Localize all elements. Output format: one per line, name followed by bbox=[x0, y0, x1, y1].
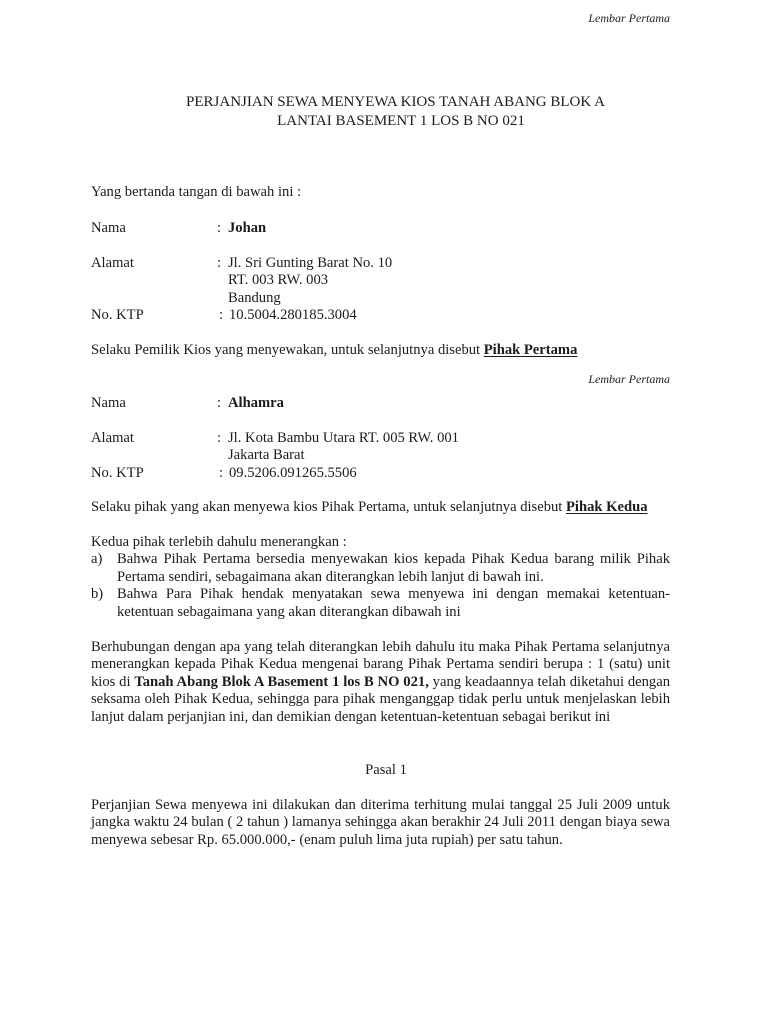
field-separator: : bbox=[217, 394, 222, 411]
party-second-designation-term: Pihak Kedua bbox=[566, 498, 648, 515]
party-first-address-row bbox=[91, 255, 670, 273]
party-second-id-label: No. KTP bbox=[91, 464, 144, 481]
party-first-designation-term: Pihak Pertama bbox=[483, 341, 578, 358]
party-first-address-line-3: Bandung bbox=[228, 289, 281, 306]
party-first-designation-text: Selaku Pemilik Kios yang menyewakan, untuk selanjutnya disebut bbox=[91, 341, 484, 358]
party-first-address-line-2: RT. 003 RW. 003 bbox=[228, 272, 329, 288]
title-line-1: PERJANJIAN SEWA MENYEWA KIOS TANAH ABANG BLOK A bbox=[186, 94, 605, 110]
party-second-address-row-2 bbox=[91, 447, 670, 465]
party-second-designation-text: Selaku pihak yang akan menyewa kios Pihak Pertama, untuk selanjutnya disebut bbox=[91, 498, 567, 515]
party-second-address-row bbox=[91, 430, 670, 448]
party-second-address-line-2: Jakarta Barat bbox=[228, 447, 305, 463]
statement-line-2: menerangkan kepada Pihak Kedua mengenai barang Pihak Pertama sendiri berupa : 1 (satu) unit bbox=[91, 656, 670, 672]
party-first-id-number: 10.5004.280185.3004 bbox=[229, 307, 357, 323]
sheet-label-top: Lembar Pertama bbox=[588, 11, 670, 25]
party-second-id-number: 09.5206.091265.5506 bbox=[229, 464, 357, 481]
party-first-id-label: No. KTP bbox=[91, 307, 144, 323]
recital-a-line-1: Bahwa Pihak Pertama bersedia menyewakan kios kepada Pihak Kedua barang milik Pihak bbox=[117, 551, 670, 567]
statement-line-3 bbox=[91, 674, 670, 692]
party-second-address-label: Alamat bbox=[91, 429, 134, 446]
party-second-name: Alhamra bbox=[228, 394, 284, 411]
recital-b-line-2: ketentuan sebagaimana yang akan diterangkan dibawah ini bbox=[117, 603, 461, 620]
party-first-id-row bbox=[91, 307, 670, 325]
recital-item-a bbox=[91, 551, 670, 569]
recital-a-line-2: Pertama sendiri, sebagaimana akan diterangkan lebih lanjut di bawah ini. bbox=[117, 568, 544, 585]
party-second-designation bbox=[91, 499, 670, 517]
party-first-name: Johan bbox=[228, 219, 267, 236]
party-second-address-line-1: Jl. Kota Bambu Utara RT. 005 RW. 001 bbox=[228, 429, 459, 446]
field-separator: : bbox=[217, 219, 222, 236]
field-separator: : bbox=[219, 464, 224, 481]
party-first-address-label: Alamat bbox=[91, 254, 134, 271]
field-separator: : bbox=[219, 307, 224, 323]
kiosk-location: Tanah Abang Blok A Basement 1 los B NO 021, bbox=[134, 673, 429, 690]
title-line-2: LANTAI BASEMENT 1 LOS B NO 021 bbox=[277, 113, 525, 129]
party-first-name-label: Nama bbox=[91, 219, 126, 236]
recital-item-b bbox=[91, 586, 670, 604]
party-second-id-row bbox=[91, 465, 670, 483]
article-1-heading: Pasal 1 bbox=[365, 761, 407, 778]
party-first-address-row-3 bbox=[91, 290, 670, 308]
article-1-line-3: menyewa sebesar Rp. 65.000.000,- (enam puluh lima juta rupiah) per satu tahun. bbox=[91, 831, 563, 848]
sheet-label-repeat: Lembar Pertama bbox=[588, 372, 670, 386]
party-first-name-row bbox=[91, 220, 670, 238]
statement-line-4: seksama oleh Pihak Kedua, sehingga para pihak menganggap tidak perlu untuk menjelaskan lebih bbox=[91, 691, 670, 707]
intro-text: Yang bertanda tangan di bawah ini : bbox=[91, 183, 302, 200]
party-first-address-row-2 bbox=[91, 272, 670, 290]
recital-marker-a: a) bbox=[91, 551, 103, 567]
statement-line-5: lanjut dalam perjanjian ini, dan demikian dengan ketentuan-ketentuan sebagai berikut ini bbox=[91, 708, 611, 725]
statement-line-3-after: yang keadaannya telah diketahui dengan bbox=[428, 673, 670, 690]
party-second-name-row bbox=[91, 395, 670, 413]
recital-marker-b: b) bbox=[91, 586, 104, 602]
party-second-name-label: Nama bbox=[91, 394, 126, 411]
field-separator: : bbox=[217, 429, 222, 446]
statement-line-1: Berhubungan dengan apa yang telah diterangkan lebih dahulu itu maka Pihak Pertama selanjutnya bbox=[91, 638, 670, 655]
article-1-line-2: jangka waktu 24 bulan ( 2 tahun ) lamanya sehingga akan berakhir 24 Juli 2011 dengan biaya sewa bbox=[91, 814, 670, 830]
article-1-line-1: Perjanjian Sewa menyewa ini dilakukan dan diterima terhitung mulai tanggal 25 Juli 2009 untuk bbox=[91, 796, 670, 813]
statement-line-3-before: kios di bbox=[91, 673, 135, 690]
recitals-lead: Kedua pihak terlebih dahulu menerangkan : bbox=[91, 533, 347, 550]
party-first-address-line-1: Jl. Sri Gunting Barat No. 10 bbox=[228, 254, 393, 271]
party-first-designation bbox=[91, 342, 670, 360]
recital-b-line-1: Bahwa Para Pihak hendak menyatakan sewa menyewa ini dengan memakai ketentuan- bbox=[117, 586, 670, 602]
field-separator: : bbox=[217, 254, 222, 271]
